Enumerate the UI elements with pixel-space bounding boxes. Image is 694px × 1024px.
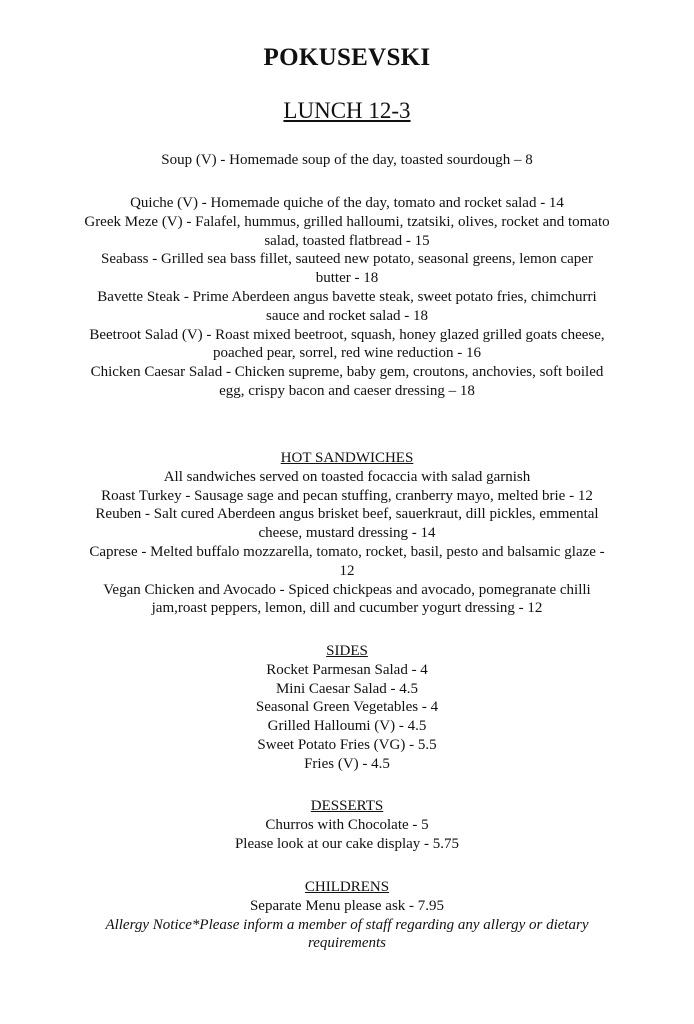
main-item: Bavette Steak - Prime Aberdeen angus bavette steak, sweet potato fries, chimchurri sauce and rocket salad - 18	[97, 288, 597, 324]
childrens-section	[0, 878, 694, 953]
mains-section	[0, 194, 694, 401]
dessert-item: Please look at our cake display - 5.75	[234, 835, 460, 852]
desserts-heading: DESSERTS	[310, 798, 384, 814]
main-item: Seabass - Grilled sea bass fillet, sauteed new potato, seasonal greens, lemon caper butter - 18	[101, 251, 593, 287]
restaurant-name: POKUSEVSKI	[263, 44, 431, 71]
main-item: Beetroot Salad (V) - Roast mixed beetroot, squash, honey glazed grilled goats cheese, poached pear, sorrel, red wine reduction - 16	[89, 326, 605, 362]
sides-section	[0, 642, 694, 774]
menu-title: LUNCH 12-3	[283, 98, 411, 123]
side-item: Grilled Halloumi (V) - 4.5	[267, 718, 427, 735]
side-item: Mini Caesar Salad - 4.5	[275, 680, 419, 697]
sandwich-item: Vegan Chicken and Avocado - Spiced chickpeas and avocado, pomegranate chilli jam,roast peppers, lemon, dill and cucumber yogurt dressing - 12	[103, 581, 591, 617]
soup-section	[0, 151, 694, 170]
hot-sandwiches-heading: HOT SANDWICHES	[280, 450, 414, 466]
main-item: Chicken Caesar Salad - Chicken supreme, baby gem, croutons, anchovies, soft boiled egg, crispy bacon and caeser dressing – 18	[90, 364, 604, 399]
main-item: Quiche (V) - Homemade quiche of the day, tomato and rocket salad - 14	[130, 195, 564, 211]
sandwiches-note: All sandwiches served on toasted focaccia with salad garnish	[163, 468, 531, 485]
sandwich-item: Roast Turkey - Sausage sage and pecan stuffing, cranberry mayo, melted brie - 12	[101, 487, 593, 504]
side-item: Seasonal Green Vegetables - 4	[255, 699, 439, 716]
sides-heading: SIDES	[326, 643, 368, 659]
childrens-heading: CHILDRENS	[304, 879, 390, 895]
childrens-menu-note: Separate Menu please ask - 7.95	[249, 897, 445, 914]
main-item: Greek Meze (V) - Falafel, hummus, grilled halloumi, tzatsiki, olives, rocket and tomato salad, toasted flatbread - 15	[84, 213, 610, 249]
side-item: Fries (V) - 4.5	[304, 755, 390, 772]
dessert-item: Churros with Chocolate - 5	[265, 816, 429, 833]
soup-item: Soup (V) - Homemade soup of the day, toasted sourdough – 8	[161, 152, 533, 168]
hot-sandwiches-section	[0, 449, 694, 618]
side-item: Sweet Potato Fries (VG) - 5.5	[257, 736, 437, 753]
desserts-section	[0, 797, 694, 853]
sandwich-item: Caprese - Melted buffalo mozzarella, tomato, rocket, basil, pesto and balsamic glaze - 12	[89, 543, 605, 579]
sandwich-item: Reuben - Salt cured Aberdeen angus brisket beef, sauerkraut, dill pickles, emmental cheese, mustard dressing - 14	[95, 506, 599, 542]
allergy-notice: Allergy Notice*Please inform a member of staff regarding any allergy or dietary requirements	[105, 916, 589, 952]
side-item: Rocket Parmesan Salad - 4	[266, 661, 428, 678]
